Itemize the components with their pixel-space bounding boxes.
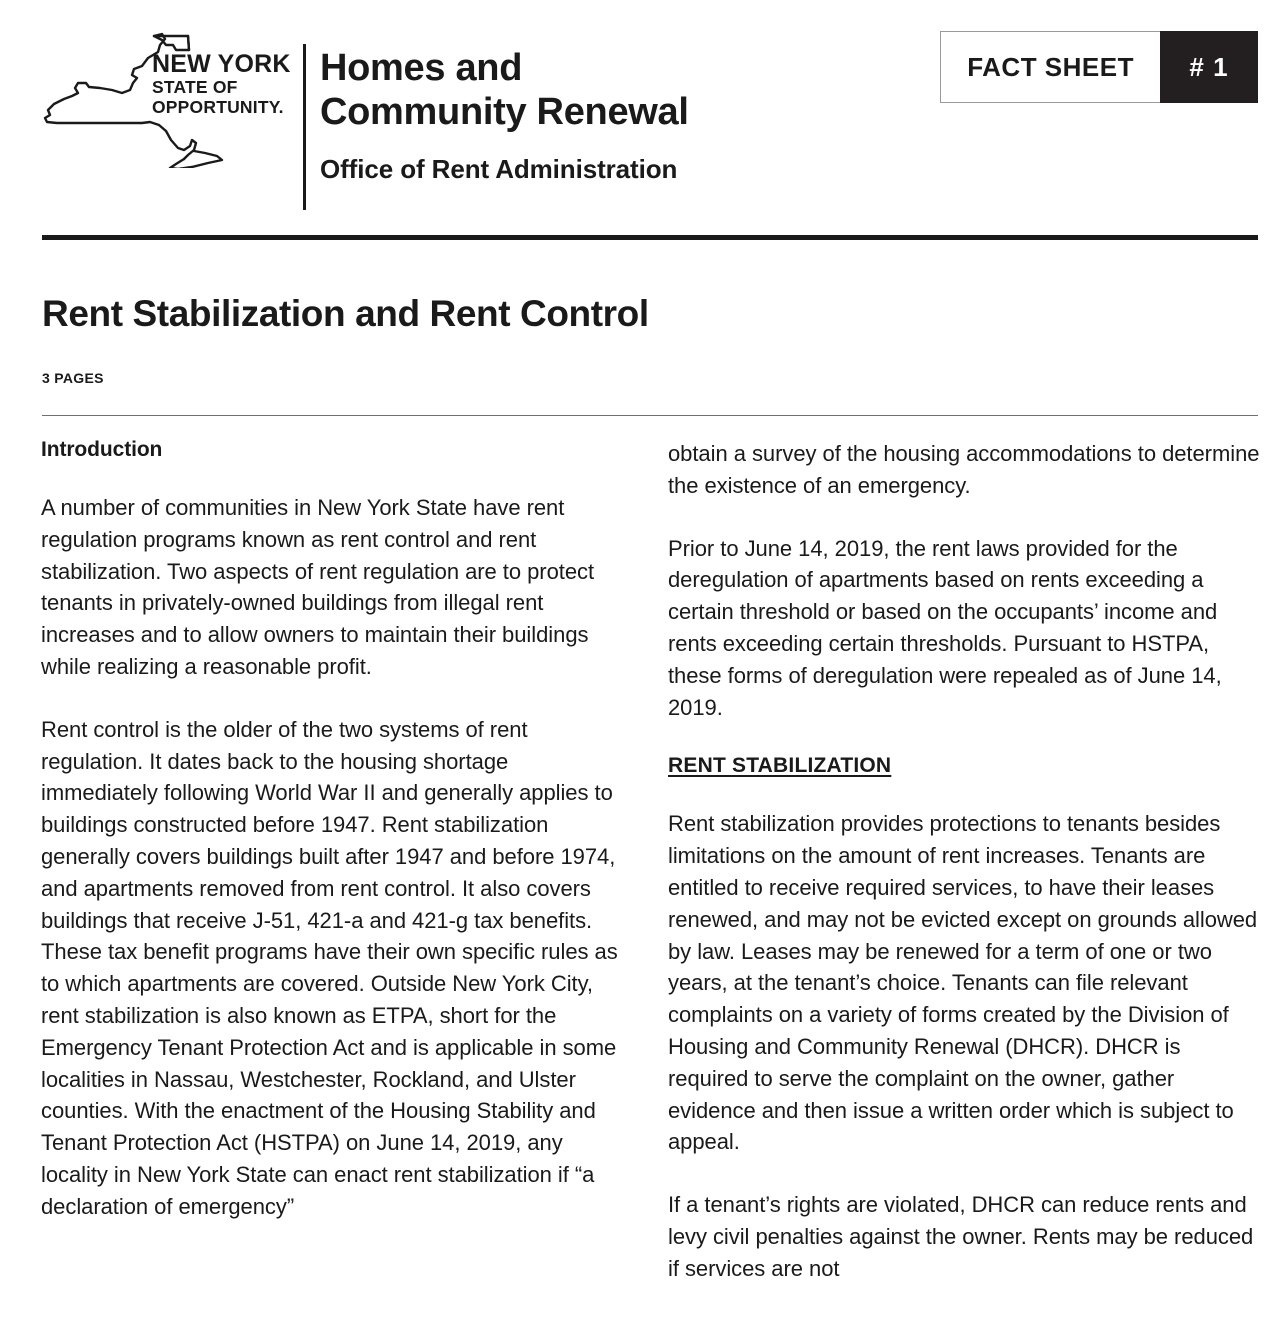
wordmark-line-3: OPPORTUNITY. <box>152 96 284 117</box>
agency-title-line-2: Community Renewal <box>320 91 689 134</box>
right-column <box>668 438 1260 1285</box>
page-count-note: 3 PAGES <box>42 370 104 386</box>
agency-title-line-1: Homes and <box>320 47 523 89</box>
document-header <box>0 0 1280 232</box>
paragraph: Rent control is the older of the two systems of rent regulation. It dates back to the housing shortage immediately following World War II and generally applies to buildings constructed before 1947. Rent stabilization generally covers buildings built after 1947 and before 1974, and apartments removed from rent control. It also covers buildings that receive J-51, 421-a and 421-g tax benefits. These tax benefit programs have their own specific rules as to which apartments are covered. Outside New York City, rent stabilization is also known as ETPA, short for the Emergency Tenant Protection Act and is applicable in some localities in Nassau, Westchester, Rockland, and Ulster counties. With the enactment of the Housing Stability and Tenant Protection Act (HSTPA) on June 14, 2019, any locality in New York State can enact rent stabilization if “a declaration of emergency” <box>41 716 618 1219</box>
new-york-wordmark <box>152 52 291 116</box>
agency-subtitle: Office of Rent Administration <box>320 154 678 185</box>
paragraph: If a tenant’s rights are violated, DHCR can reduce rents and levy civil penalties against the owner. Rents may be reduced if services are not <box>668 1192 1254 1281</box>
title-rule-thin <box>42 415 1258 416</box>
page-title: Rent Stabilization and Rent Control <box>42 292 649 334</box>
title-rule-thick <box>42 235 1258 240</box>
agency-title-block <box>320 46 689 185</box>
new-york-state-outline-icon <box>42 28 292 168</box>
paragraph: Rent stabilization provides protections to tenants besides limitations on the amount of rent increases. Tenants are entitled to receive required services, to have their leases renewed, and may not be evicted except on grounds allowed by law. Leases may be renewed for a term of one or two years, at the tenant’s choice. Tenants can file relevant complaints on a variety of forms created by the Division of Housing and Community Renewal (DHCR). DHCR is required to serve the complaint on the owner, gather evidence and then issue a written order which is subject to appeal. <box>668 811 1258 1155</box>
section-heading-introduction: Introduction <box>41 438 163 461</box>
wordmark-line-2: STATE OF <box>152 77 238 97</box>
paragraph: Prior to June 14, 2019, the rent laws provided for the deregulation of apartments based on rents exceeding a certain threshold or based on the occupants’ income and rents exceeding certain thresholds. Pursuant to HSTPA, these forms of deregulation were repealed as of June 14, 2019. <box>668 535 1222 720</box>
paragraph-continued: obtain a survey of the housing accommodations to determine the existence of an emergency. <box>668 441 1260 498</box>
header-vertical-divider <box>303 44 306 210</box>
left-column <box>41 438 629 1223</box>
body-columns <box>0 438 1280 1320</box>
fact-sheet-number: # 1 <box>1160 31 1258 103</box>
paragraph: A number of communities in New York State have rent regulation programs known as rent control and rent stabilization. Two aspects of rent regulation are to protect tenants in privately-owned buildings from illegal rent increases and to allow owners to maintain their buildings while realizing a reasonable profit. <box>41 495 595 679</box>
section-heading-rent-stabilization: RENT STABILIZATION <box>668 754 892 778</box>
agency-branding <box>42 28 292 168</box>
fact-sheet-badge <box>940 31 1258 103</box>
wordmark-line-1: NEW YORK <box>152 50 291 78</box>
fact-sheet-label: FACT SHEET <box>940 31 1160 103</box>
